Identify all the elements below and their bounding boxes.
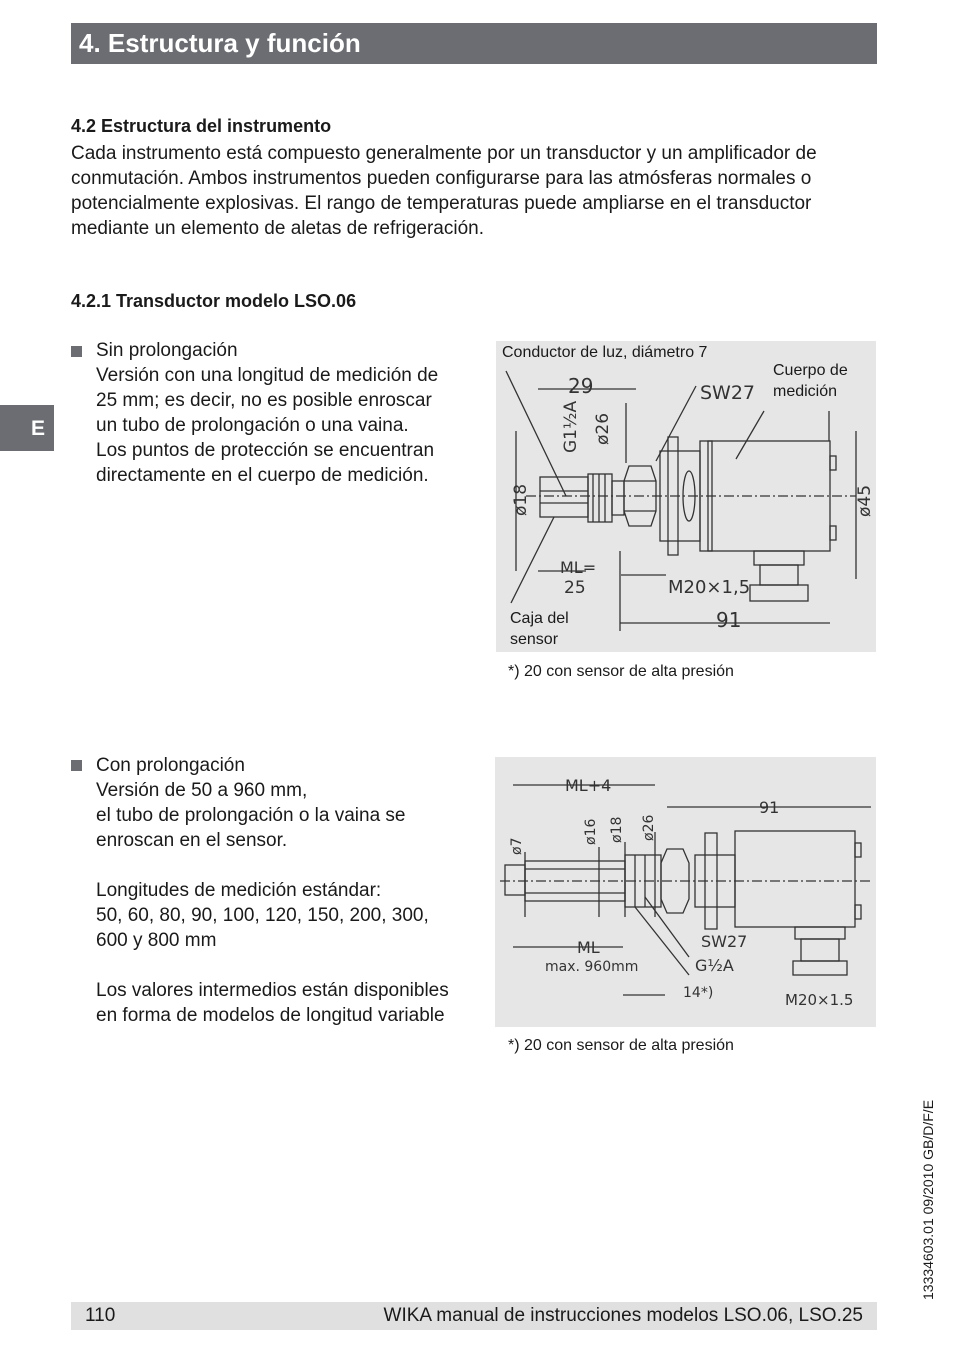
bullet-line: 25 mm; es decir, no es posible enroscar	[96, 390, 432, 411]
dim-d45: ø45	[855, 484, 875, 517]
dim-29: 29	[568, 374, 594, 398]
label-sensor-housing-line: Caja del	[510, 610, 569, 627]
dim-d7: ø7	[509, 837, 525, 855]
bullet-line: en forma de modelos de longitud variable	[96, 1005, 445, 1026]
bullet-line: Los valores intermedios están disponibles	[96, 980, 449, 1001]
technical-drawing-2	[495, 757, 876, 1027]
document-code: 13334603.01 09/2010 GB/D/F/E	[920, 1099, 936, 1300]
dim-d26: ø26	[593, 412, 613, 445]
dim-sw27: SW27	[700, 382, 756, 404]
section-heading-4-2-1: 4.2.1 Transductor modelo LSO.06	[71, 291, 357, 311]
bullet-line: un tubo de prolongación o una vaina.	[96, 415, 409, 436]
bullet-line: directamente en el cuerpo de medición.	[96, 465, 429, 486]
label-measuring-body	[773, 360, 848, 402]
bullet-line: enroscan en el sensor.	[96, 830, 288, 851]
bullet-line: 600 y 800 mm	[96, 930, 217, 951]
dim-g12a: G½A	[695, 956, 734, 975]
label-sensor-housing	[510, 608, 569, 650]
footer-title: WIKA manual de instrucciones modelos LSO.06, LSO.25	[383, 1305, 863, 1326]
bullet-without-extension	[96, 338, 486, 488]
bullet-line: el tubo de prolongación o la vaina se	[96, 805, 406, 826]
figure-1-footnote: *) 20 con sensor de alta presión	[508, 663, 734, 680]
page-number: 110	[85, 1305, 116, 1326]
chapter-header-bar	[71, 23, 877, 64]
dim-ml: ML	[577, 938, 600, 957]
dim-d26: ø26	[641, 814, 657, 841]
dim-m20: M20×1.5	[785, 991, 854, 1009]
bullet-line	[96, 953, 486, 978]
bullet-line: Versión con una longitud de medición de	[96, 365, 439, 386]
bullet-line: Longitudes de medición estándar:	[96, 880, 382, 901]
bullet-line: Con prolongación	[96, 755, 245, 776]
label-measuring-body-line: Cuerpo de	[773, 362, 848, 379]
dim-m20: M20×1,5	[668, 577, 751, 598]
dim-d16: ø16	[583, 818, 599, 845]
bullet-marker	[71, 760, 82, 771]
chapter-title: 4. Estructura y función	[79, 28, 361, 58]
figure-transducer-with-extension	[495, 757, 876, 1027]
dim-25: 25	[564, 578, 586, 598]
dim-d18: ø18	[511, 483, 531, 516]
language-tab-label: E	[31, 417, 46, 440]
section-4-2-body: Cada instrumento está compuesto generalmente por un transductor y un amplificador de conmutación. Ambos instrumentos pueden configurarse para las atmósferas normales o potencialmente explosivas. El rango de temperaturas puede ampliarse en el transductor mediante un elemento de aletas de refrigeración.	[71, 143, 817, 239]
bullet-line: Los puntos de protección se encuentran	[96, 440, 435, 461]
dim-g12a: G1½A	[561, 400, 581, 453]
page-footer	[71, 1302, 877, 1330]
dim-ml: ML=	[560, 558, 597, 577]
label-measuring-body-line: medición	[773, 383, 838, 400]
bullet-with-extension	[96, 753, 486, 1028]
label-light-guide: Conductor de luz, diámetro 7	[502, 344, 708, 361]
bullet-line: 50, 60, 80, 90, 100, 120, 150, 200, 300,	[96, 905, 429, 926]
bullet-line: Versión de 50 a 960 mm,	[96, 780, 308, 801]
dim-ml-plus-4: ML+4	[565, 776, 612, 795]
dim-d18: ø18	[609, 816, 625, 843]
dim-max: max. 960mm	[545, 959, 639, 975]
bullet-line: Sin prolongación	[96, 340, 238, 361]
figure-transducer-without-extension	[496, 341, 876, 652]
dim-91: 91	[716, 608, 742, 632]
section-heading-4-2: 4.2 Estructura del instrumento	[71, 116, 332, 136]
dim-91: 91	[759, 798, 780, 817]
bullet-marker	[71, 346, 82, 357]
label-sensor-housing-line: sensor	[510, 631, 559, 648]
dim-14: 14*)	[683, 985, 714, 1001]
bullet-line	[96, 853, 486, 878]
language-tab	[0, 405, 54, 451]
dim-sw27: SW27	[701, 932, 748, 951]
figure-2-footnote: *) 20 con sensor de alta presión	[508, 1037, 734, 1054]
